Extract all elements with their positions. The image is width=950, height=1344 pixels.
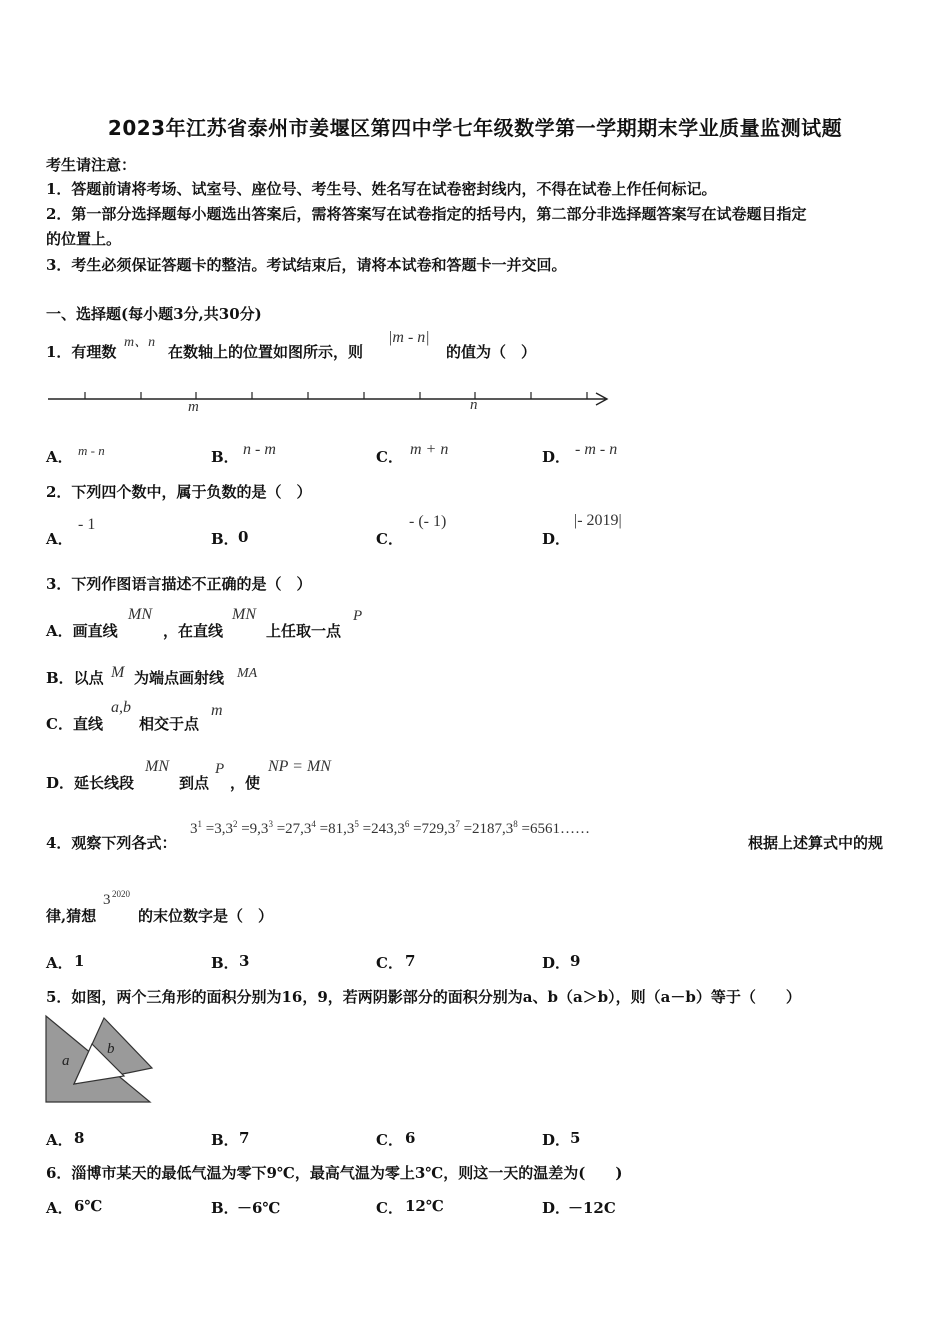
q2-option-c: - (- 1)	[409, 513, 447, 530]
q1-option-d: - m - n	[575, 441, 618, 458]
q5-option-b-label: B．	[211, 1131, 239, 1149]
q3-b-ma: MA	[237, 666, 258, 681]
q5-option-a-label: A．	[46, 1131, 73, 1149]
q3-a-mn1: MN	[128, 606, 152, 623]
q3-d-mid: 到点	[179, 774, 210, 792]
q3-d-mid2: ，使	[230, 774, 261, 792]
q3-b-pre: B．以点	[46, 669, 104, 687]
notice-item-2-cont: 的位置上。	[46, 230, 122, 248]
q3-a-mid: ，在直线	[163, 622, 224, 640]
q3-d-pre: D．延长线段	[46, 774, 135, 792]
q3-b-mid: 为端点画射线	[134, 669, 225, 687]
q4-option-d: 9	[570, 952, 581, 970]
q6-option-b-label: B．	[211, 1199, 239, 1217]
q5-option-c-label: C．	[376, 1131, 403, 1149]
q5-option-a: 8	[74, 1129, 85, 1147]
q6-option-b: －6℃	[237, 1199, 281, 1217]
page-title: 2023年江苏省泰州市姜堰区第四中学七年级数学第一学期期末学业质量监测试题	[107, 116, 843, 140]
q2-option-a: - 1	[78, 516, 96, 533]
q4-option-b-label: B．	[211, 954, 239, 972]
q1-abs: |m - n|	[388, 329, 430, 346]
notice-heading: 考生请注意：	[46, 156, 137, 174]
q4-powers-sequence: $3^1 =3,3^2 =9,3^3 =27,3^4 =81,3^5 =243,3^6 =729,3^7 =2187,3^8$ =6561……	[190, 819, 590, 837]
q1-option-a: m - n	[78, 443, 105, 458]
q4-option-d-label: D．	[542, 954, 571, 972]
q1-option-b-label: B．	[211, 448, 239, 466]
number-line	[44, 384, 614, 416]
axis-label-m: m	[188, 399, 199, 415]
q6-stem: 6．淄博市某天的最低气温为零下9℃，最高气温为零上3℃，则这一天的温差为( )	[46, 1164, 623, 1182]
q3-d-p: P	[215, 761, 225, 777]
q2-option-b: 0	[238, 528, 249, 546]
q3-d-mn: MN	[145, 758, 169, 775]
q1-option-d-label: D．	[542, 448, 571, 466]
q4-line2-post: 的末位数字是（ ）	[138, 907, 274, 925]
axis-label-n: n	[470, 397, 478, 413]
q5-option-b: 7	[239, 1129, 250, 1147]
q3-d-eq: NP = MN	[268, 758, 331, 775]
q4-exponent: 2020	[112, 889, 130, 899]
q4-option-c: 7	[405, 952, 416, 970]
q4-option-a: 1	[74, 952, 85, 970]
q3-c-mid: 相交于点	[139, 715, 200, 733]
notice-item-1: 1．答题前请将考场、试室号、座位号、考生号、姓名写在试卷密封线内，不得在试卷上作任何标记。	[46, 180, 717, 198]
q3-a-p: P	[353, 608, 363, 624]
q5-option-d: 5	[570, 1129, 581, 1147]
q1-option-b: n - m	[243, 441, 276, 458]
q3-c-pre: C．直线	[46, 715, 103, 733]
q3-b-m: M	[111, 664, 125, 681]
q1-mn: m、n	[124, 335, 156, 350]
q2-option-d: |- 2019|	[574, 512, 622, 529]
notice-item-2: 2．第一部分选择题每小题选出答案后，需将答案写在试卷指定的括号内，第二部分非选择题答案写在试卷题目指定	[46, 205, 807, 223]
q3-stem: 3．下列作图语言描述不正确的是（ ）	[46, 575, 312, 593]
q1-option-c: m + n	[410, 441, 449, 458]
q4-option-b: 3	[239, 952, 250, 970]
figure-label-a: a	[62, 1053, 70, 1069]
q4-option-c-label: C．	[376, 954, 403, 972]
q3-c-ab: a,b	[111, 699, 131, 716]
q5-option-d-label: D．	[542, 1131, 571, 1149]
q6-option-a-label: A．	[46, 1199, 73, 1217]
q6-option-c-label: C．	[376, 1199, 403, 1217]
q6-option-c: 12℃	[405, 1197, 444, 1215]
q6-option-d: －12C	[568, 1199, 616, 1217]
q4-stem-post: 根据上述算式中的规	[748, 834, 884, 852]
q2-option-a-label: A．	[46, 530, 73, 548]
q2-option-d-label: D．	[542, 530, 571, 548]
q4-base: 3	[103, 892, 111, 908]
q3-a-pre: A．画直线	[46, 622, 118, 640]
q1-stem-post: 的值为（ ）	[446, 343, 537, 361]
q4-line2-pre: 律,猜想	[46, 907, 97, 925]
q1-option-a-label: A．	[46, 448, 73, 466]
figure-label-b: b	[107, 1041, 115, 1057]
q4-stem-pre: 4．观察下列各式：	[46, 834, 177, 852]
q1-stem-mid: 在数轴上的位置如图所示，则	[168, 343, 364, 361]
q3-a-mn2: MN	[232, 606, 256, 623]
q5-stem: 5．如图，两个三角形的面积分别为16，9，若两阴影部分的面积分别为a、b（a＞b），则（a－b）等于（ ）	[46, 988, 801, 1006]
q3-c-m: m	[211, 702, 223, 719]
q4-option-a-label: A．	[46, 954, 73, 972]
q2-option-c-label: C．	[376, 530, 403, 548]
notice-item-3: 3．考生必须保证答题卡的整洁。考试结束后，请将本试卷和答题卡一并交回。	[46, 256, 567, 274]
q1-stem-pre: 1．有理数	[46, 343, 117, 361]
q2-stem: 2．下列四个数中，属于负数的是（ ）	[46, 483, 312, 501]
q1-option-c-label: C．	[376, 448, 403, 466]
q2-option-b-label: B．	[211, 530, 239, 548]
triangles-figure	[44, 1014, 156, 1106]
q3-a-post: 上任取一点	[266, 622, 342, 640]
q6-option-d-label: D．	[542, 1199, 571, 1217]
q6-option-a: 6℃	[74, 1197, 103, 1215]
section-heading: 一、选择题(每小题3分,共30分)	[46, 305, 262, 323]
q5-option-c: 6	[405, 1129, 416, 1147]
